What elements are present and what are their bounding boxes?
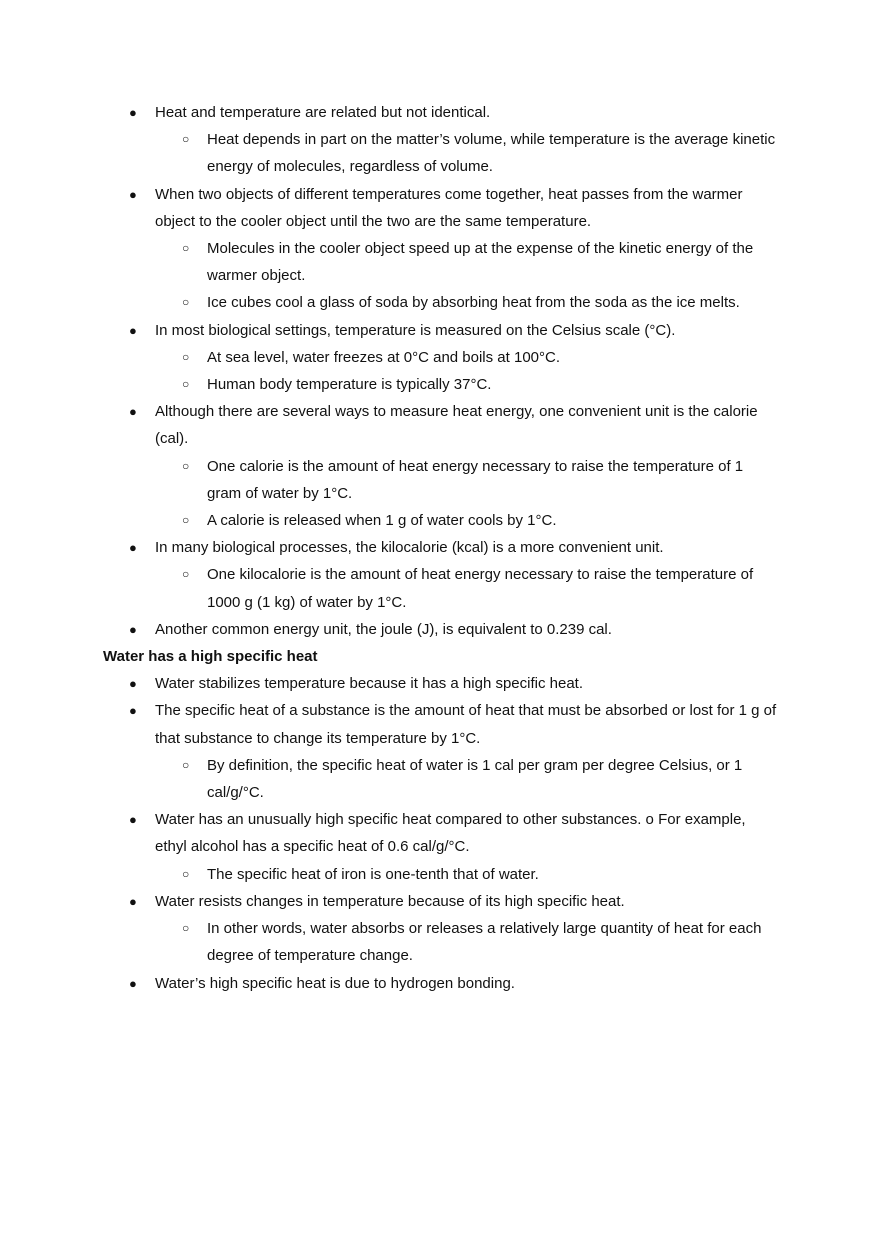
bullet-item [0, 398, 780, 452]
sub-bullet-item [0, 371, 777, 398]
hollow-bullet-icon: ○ [182, 866, 190, 881]
bullet-text: Although there are several ways to measure heat energy, one convenient unit is the calorie (cal). [155, 403, 758, 448]
bullet-text: Water’s high specific heat is due to hydrogen bonding. [155, 974, 515, 992]
bullet-item [0, 970, 780, 997]
bullet-text: A calorie is released when 1 g of water cools by 1°C. [207, 512, 557, 530]
bullet-text: The specific heat of a substance is the amount of heat that must be absorbed or lost for 1 g of that substance to change its temperature by 1°C. [155, 702, 777, 747]
bullet-text: One calorie is the amount of heat energy necessary to raise the temperature of 1 gram of water by 1°C. [207, 457, 744, 502]
bullet-text: When two objects of different temperatures come together, heat passes from the warmer object to the cooler object until the two are the same temperature. [155, 185, 743, 230]
hollow-bullet-icon: ○ [182, 567, 190, 582]
bullet-text: Water resists changes in temperature because of its high specific heat. [155, 892, 625, 910]
hollow-bullet-icon: ○ [182, 921, 190, 936]
bullet-text: The specific heat of iron is one-tenth that of water. [207, 865, 539, 883]
hollow-bullet-icon: ○ [182, 132, 190, 147]
bullet-text: Water has an unusually high specific heat compared to other substances. o For example, ethyl alcohol has a specific heat of 0.6 cal/g/°C. [155, 811, 746, 856]
sub-bullet-item [0, 344, 777, 371]
bullet-icon: ● [129, 975, 137, 991]
bullet-icon: ● [129, 893, 137, 909]
bullet-icon: ● [129, 322, 137, 338]
bullet-item [0, 317, 780, 344]
sub-bullet-item [0, 126, 777, 180]
bullet-icon: ● [129, 621, 137, 637]
bullet-item [0, 616, 780, 643]
bullet-icon: ● [129, 105, 137, 120]
sub-bullet-item [0, 752, 777, 806]
hollow-bullet-icon: ○ [182, 295, 190, 310]
bullet-item [0, 806, 780, 860]
bullet-text: Ice cubes cool a glass of soda by absorbing heat from the soda as the ice melts. [207, 294, 740, 312]
sub-bullet-item [0, 507, 777, 534]
hollow-bullet-icon: ○ [182, 757, 190, 772]
document-body [0, 99, 880, 997]
bullet-text: Heat depends in part on the matter’s volume, while temperature is the average kinetic energy of molecules, regardless of volume. [207, 131, 776, 176]
hollow-bullet-icon: ○ [182, 349, 190, 364]
bullet-item [0, 670, 780, 697]
hollow-bullet-icon: ○ [182, 241, 190, 256]
bullet-text: In many biological processes, the kilocalorie (kcal) is a more convenient unit. [155, 539, 664, 557]
hollow-bullet-icon: ○ [182, 458, 190, 473]
bullet-text: Molecules in the cooler object speed up at the expense of the kinetic energy of the warmer object. [207, 240, 754, 285]
section-heading: Water has a high specific heat [103, 648, 318, 666]
bullet-icon: ● [129, 404, 137, 420]
sub-bullet-item [0, 915, 777, 969]
sub-bullet-item [0, 861, 777, 888]
bullet-text: Another common energy unit, the joule (J), is equivalent to 0.239 cal. [155, 620, 612, 638]
bullet-text: In most biological settings, temperature is measured on the Celsius scale (°C). [155, 321, 676, 339]
bullet-icon: ● [129, 812, 137, 828]
sub-bullet-item [0, 561, 777, 615]
bullet-text: At sea level, water freezes at 0°C and boils at 100°C. [207, 348, 561, 366]
bullet-text: By definition, the specific heat of water is 1 cal per gram per degree Celsius, or 1 cal/g/°C. [207, 756, 743, 802]
bullet-item [0, 888, 780, 915]
bullet-icon: ● [129, 703, 137, 719]
bullet-text: Heat and temperature are related but not identical. [155, 104, 491, 121]
bullet-item [0, 697, 780, 751]
sub-bullet-item [0, 453, 777, 507]
sub-bullet-item [0, 235, 777, 289]
bullet-icon: ● [129, 540, 137, 556]
bullet-icon: ● [129, 186, 137, 202]
bullet-item [0, 181, 780, 235]
bullet-text: One kilocalorie is the amount of heat energy necessary to raise the temperature of 1000 g (1 kg) of water by 1°C. [207, 566, 754, 611]
bullet-item [0, 99, 780, 126]
hollow-bullet-icon: ○ [182, 513, 190, 528]
sub-bullet-item [0, 289, 777, 316]
hollow-bullet-icon: ○ [182, 377, 190, 392]
bullet-text: Water stabilizes temperature because it has a high specific heat. [155, 675, 583, 693]
bullet-text: In other words, water absorbs or releases a relatively large quantity of heat for each degree of temperature change. [207, 920, 762, 965]
bullet-icon: ● [129, 676, 137, 692]
bullet-text: Human body temperature is typically 37°C. [207, 376, 492, 394]
bullet-item [0, 534, 780, 561]
